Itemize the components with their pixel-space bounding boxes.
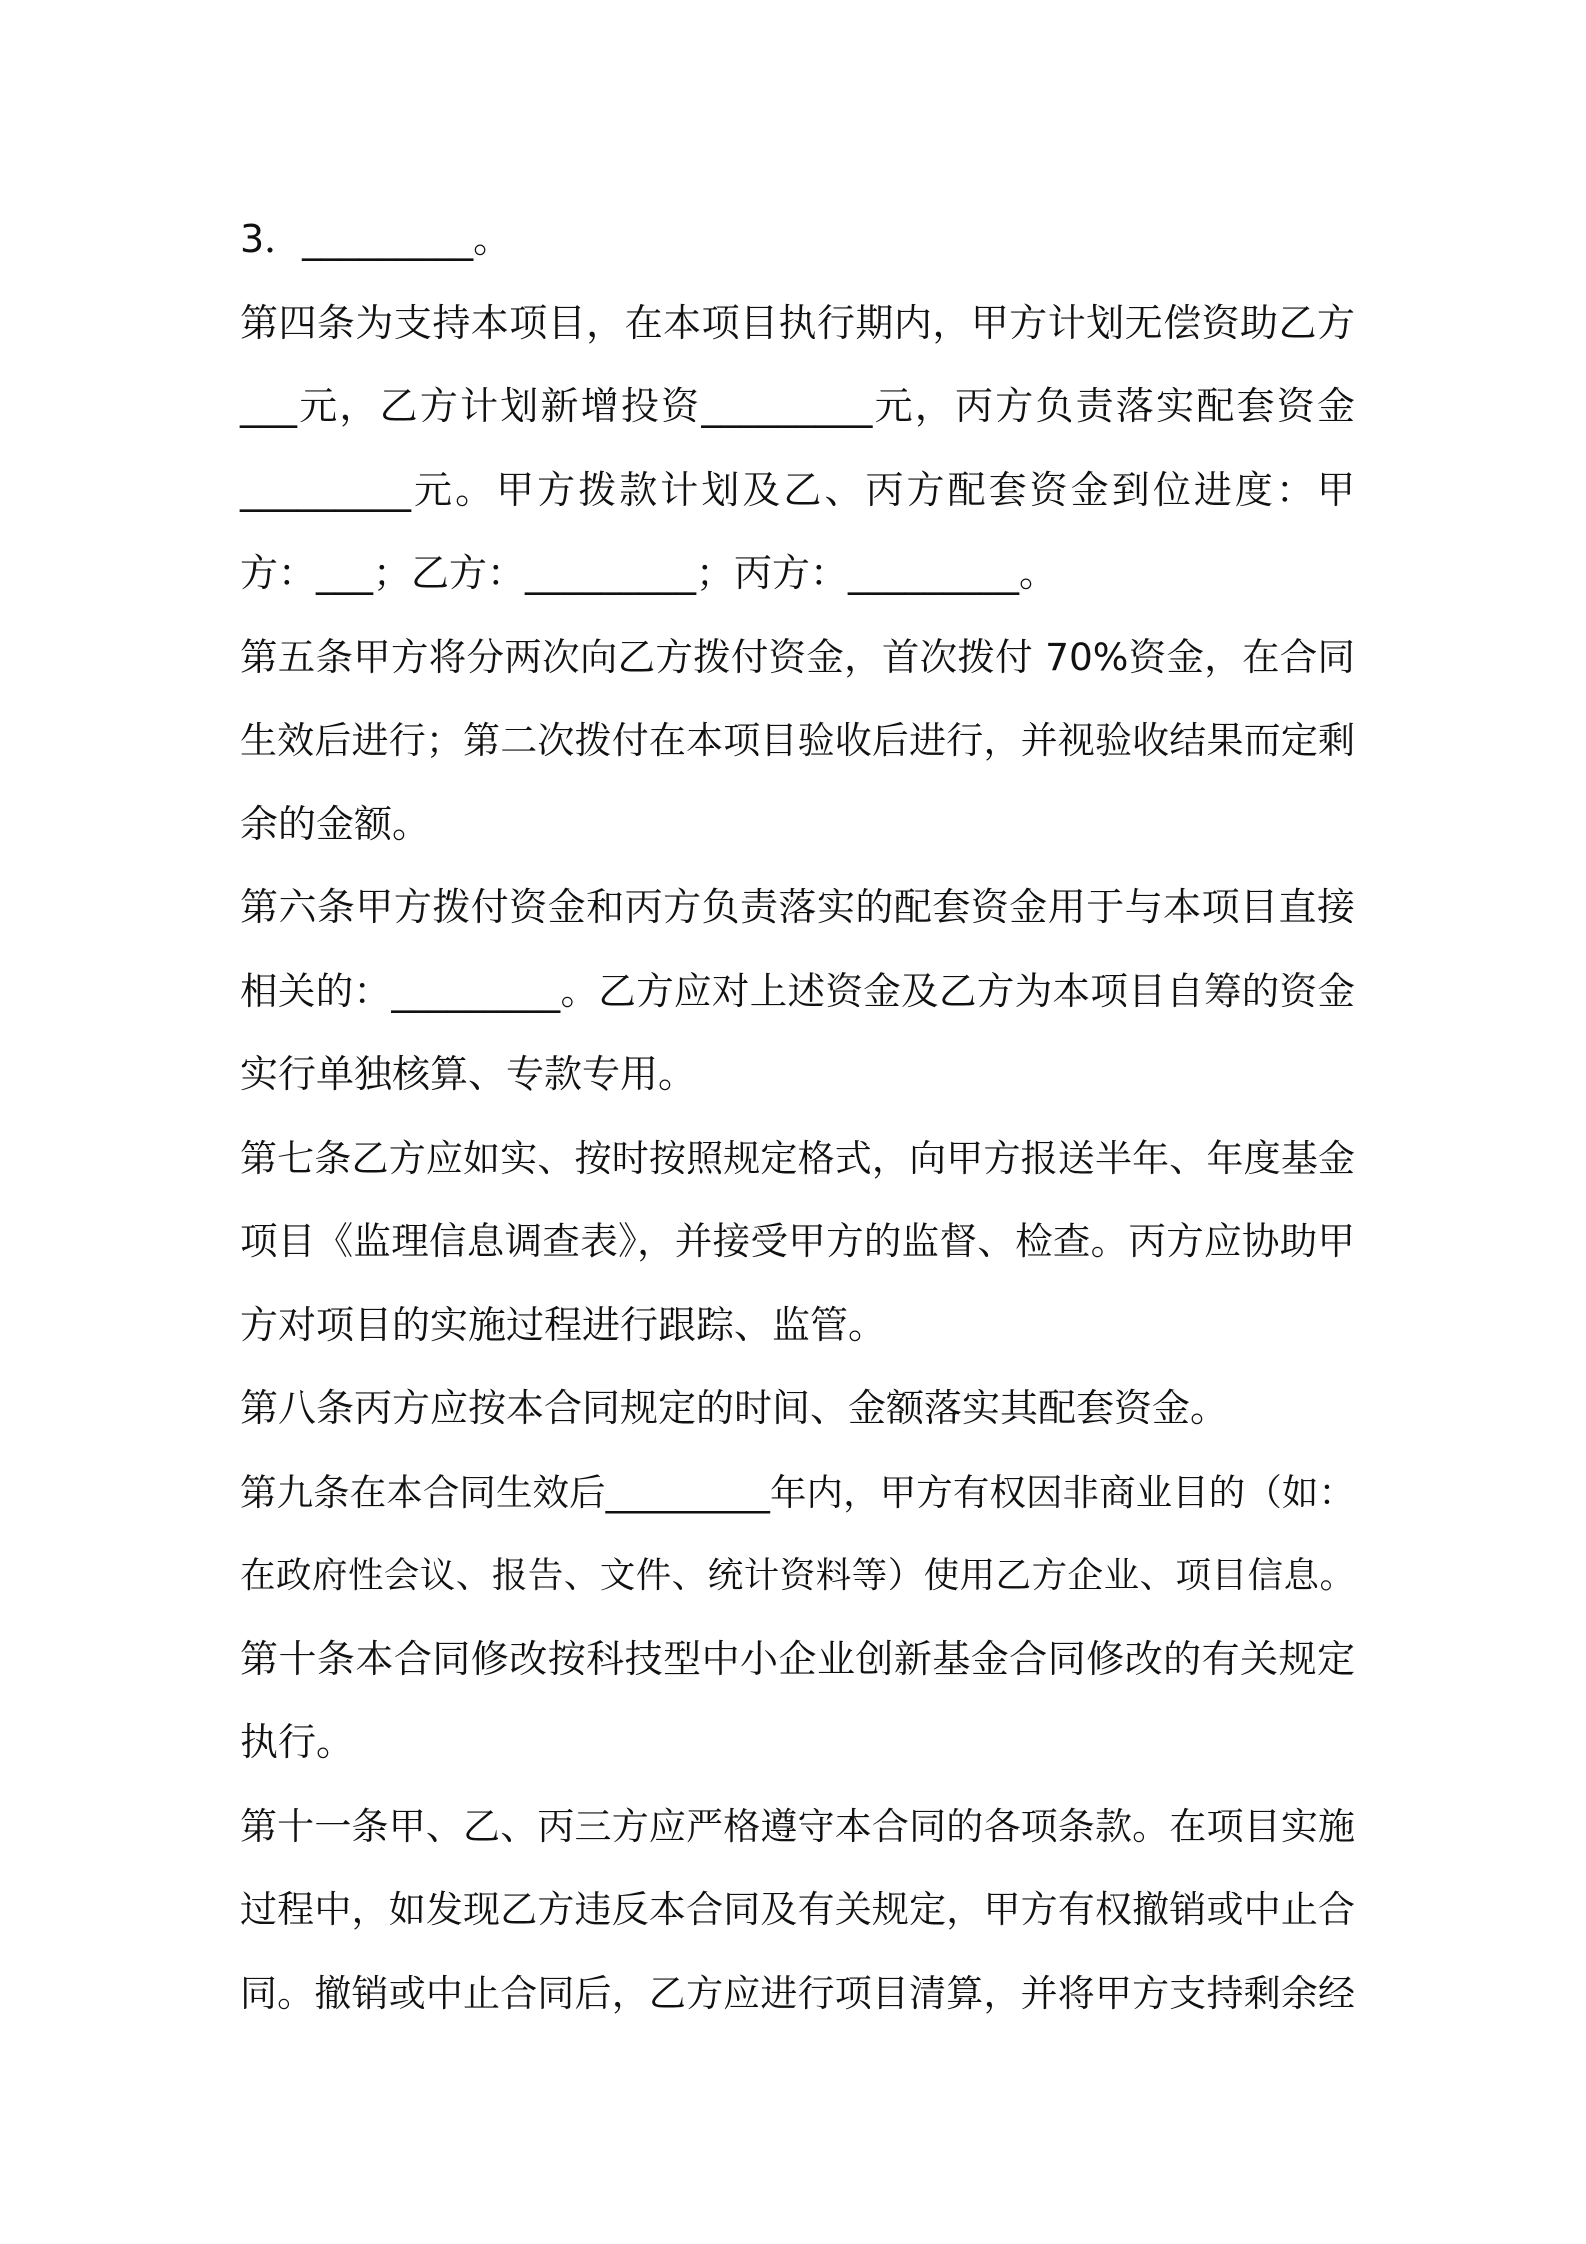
- text-line: 第八条丙方应按本合同规定的时间、金额落实其配套资金。: [240, 1386, 1229, 1430]
- text-line: 第五条甲方将分两次向乙方拨付资金，首次拨付 70%资金，在合同: [240, 634, 1355, 679]
- text-line: _________元。甲方拨款计划及乙、丙方配套资金到位进度：甲: [240, 467, 1355, 512]
- text-line: ___元，乙方计划新增投资_________元，丙方负责落实配套资金: [240, 384, 1355, 428]
- text-line: 项目《监理信息调查表》，并接受甲方的监督、检查。丙方应协助甲: [240, 1219, 1355, 1263]
- text-line: 第六条甲方拨付资金和丙方负责落实的配套资金用于与本项目直接: [240, 885, 1355, 929]
- text-line: 执行。: [240, 1720, 355, 1764]
- text-line: 同。撤销或中止合同后，乙方应进行项目清算，并将甲方支持剩余经: [240, 1971, 1355, 2015]
- text-line: 在政府性会议、报告、文件、统计资料等）使用乙方企业、项目信息。: [240, 1555, 1355, 1596]
- contract-body: [240, 198, 1355, 2035]
- text-line: 相关的：_________。乙方应对上述资金及乙方为本项目自筹的资金: [240, 968, 1355, 1013]
- text-line: 第十条本合同修改按科技型中小企业创新基金合同修改的有关规定: [240, 1636, 1355, 1681]
- text-line: 第十一条甲、乙、丙三方应严格遵守本合同的各项条款。在项目实施: [240, 1804, 1355, 1848]
- text-line: 实行单独核算、专款专用。: [240, 1052, 697, 1096]
- text-line: 第七条乙方应如实、按时按照规定格式，向甲方报送半年、年度基金: [240, 1136, 1355, 1180]
- text-line: 方：___；乙方：_________；丙方：_________。: [240, 551, 1058, 595]
- text-line: 过程中，如发现乙方违反本合同及有关规定，甲方有权撤销或中止合: [240, 1888, 1355, 1931]
- text-line: 3．_________。: [240, 217, 512, 261]
- text-line: 生效后进行；第二次拨付在本项目验收后进行，并视验收结果而定剩: [240, 719, 1355, 762]
- text-line: 方对项目的实施过程进行跟踪、监管。: [240, 1302, 887, 1347]
- text-line: 第九条在本合同生效后_________年内，甲方有权因非商业目的（如：: [240, 1470, 1355, 1514]
- text-line: 余的金额。: [240, 801, 431, 846]
- text-line: 第四条为支持本项目，在本项目执行期内，甲方计划无偿资助乙方: [240, 300, 1355, 345]
